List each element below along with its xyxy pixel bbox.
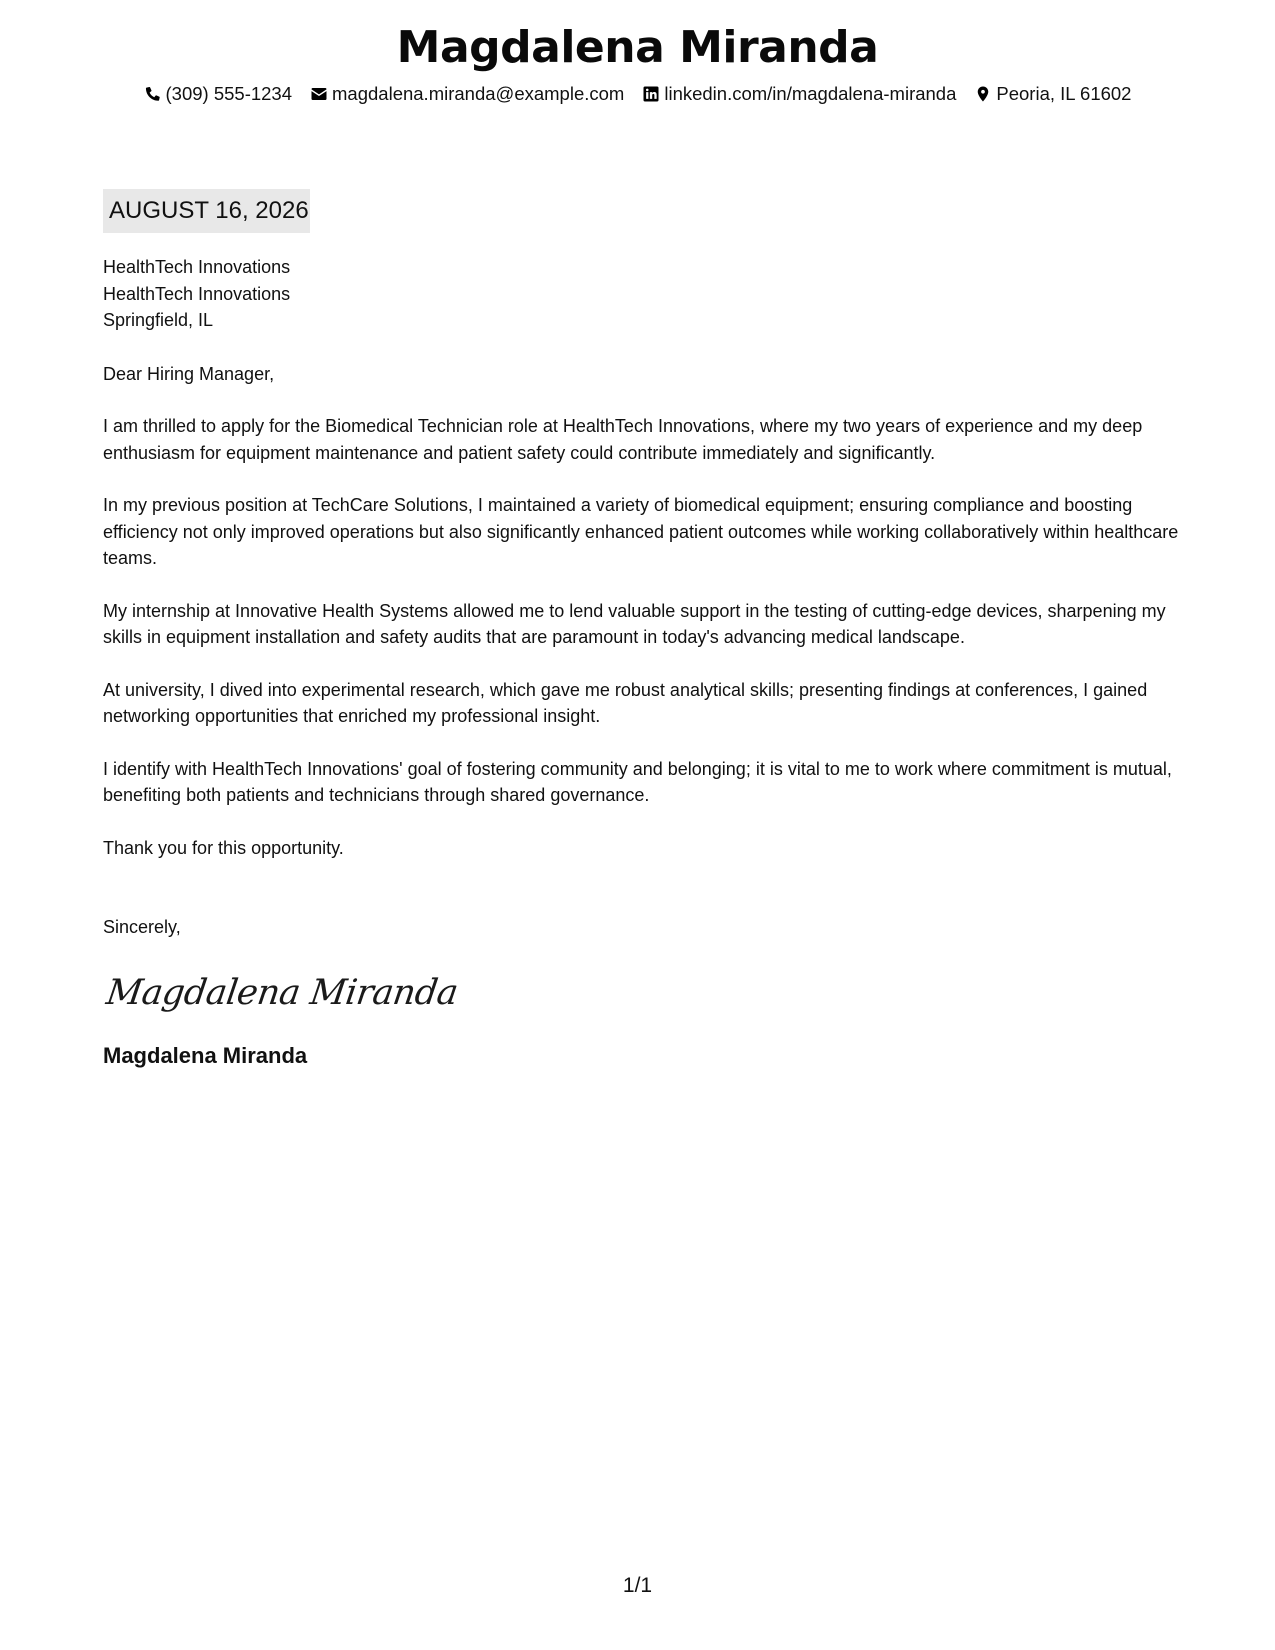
contact-linkedin[interactable] — [642, 82, 956, 106]
body-paragraph: In my previous position at TechCare Solutions, I maintained a variety of biomedical equipment; ensuring compliance and boosting efficiency not only improved operations but also significantly enhanced patient outcomes while working collaboratively within healthcare teams. — [103, 495, 1179, 568]
signer-name: Magdalena Miranda — [103, 1042, 308, 1068]
recipient-line: HealthTech Innovations — [103, 283, 291, 304]
email-text[interactable]: magdalena.miranda@example.com — [332, 83, 625, 104]
phone-text: (309) 555-1234 — [165, 83, 293, 104]
signature: Magdalena Miranda — [103, 972, 461, 1013]
letter-date: AUGUST 16, 2026 — [103, 189, 310, 233]
body-paragraph: At university, I dived into experimental research, which gave me robust analytical skills; presenting findings at conferences, I gained networking opportunities that enriched my professional insight. — [103, 679, 1148, 726]
linkedin-text[interactable]: linkedin.com/in/magdalena-miranda — [664, 83, 957, 104]
body-paragraph: I am thrilled to apply for the Biomedical Technician role at HealthTech Innovations, where my two years of experience and my deep enthusiasm for equipment maintenance and patient safety could contribute immediately and significantly. — [103, 416, 1143, 463]
envelope-icon — [310, 85, 328, 103]
recipient-line: HealthTech Innovations — [103, 257, 291, 277]
body-paragraph: My internship at Innovative Health Systems allowed me to lend valuable support in the testing of cutting-edge devices, sharpening my skills in equipment installation and safety audits that are paramount in today's advancing medical landscape. — [103, 600, 1166, 647]
map-pin-icon — [974, 85, 992, 103]
letter-header — [0, 20, 1275, 106]
recipient-line: Springfield, IL — [103, 310, 214, 330]
page-number: 1/1 — [622, 1574, 653, 1597]
salutation: Dear Hiring Manager, — [103, 363, 275, 384]
letter-body — [103, 254, 1183, 1071]
linkedin-icon — [642, 85, 660, 103]
body-paragraph: Thank you for this opportunity. — [103, 837, 344, 858]
contact-email[interactable] — [310, 82, 624, 106]
phone-icon — [144, 85, 162, 103]
contact-bar — [0, 82, 1275, 106]
recipient-block — [103, 254, 1183, 334]
contact-location — [974, 82, 1131, 106]
body-paragraph: I identify with HealthTech Innovations' goal of fostering community and belonging; it is vital to me to work where commitment is mutual, benefiting both patients and technicians through shared governance. — [103, 758, 1172, 805]
contact-phone — [144, 82, 293, 106]
closing: Sincerely, — [103, 917, 181, 937]
applicant-name: Magdalena Miranda — [396, 22, 879, 73]
location-text: Peoria, IL 61602 — [996, 83, 1132, 104]
